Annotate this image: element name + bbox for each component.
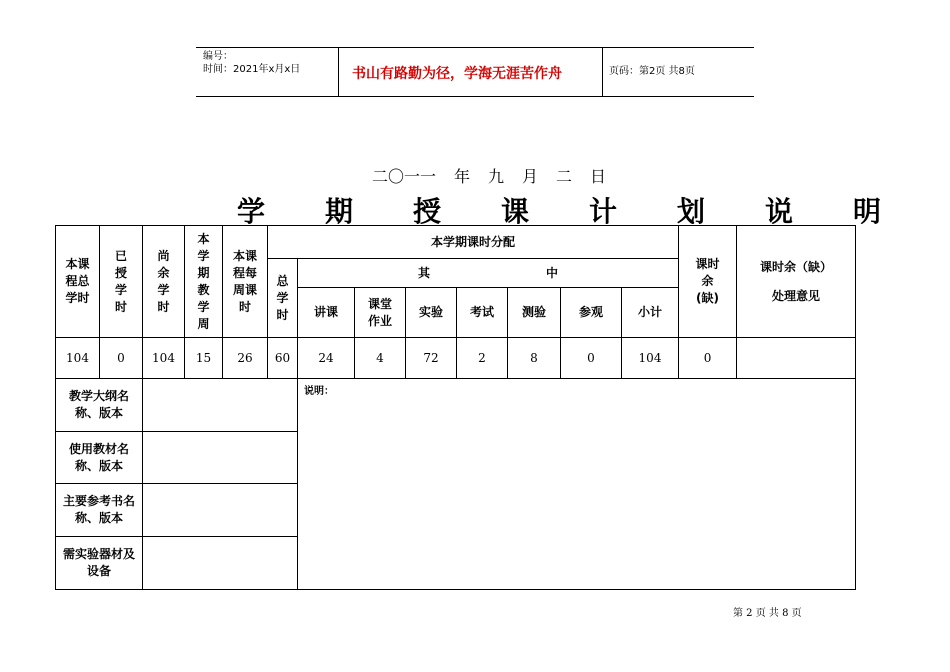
visit-value: 0 <box>561 338 622 379</box>
title-char: 授 <box>412 195 441 228</box>
exam-value: 2 <box>457 338 508 379</box>
col-weeks-header: 本学期教学周 <box>185 226 223 338</box>
classwork-value: 4 <box>355 338 406 379</box>
handling-value <box>737 338 856 379</box>
date-month: 九 <box>488 167 505 186</box>
col-handling-header <box>737 226 856 338</box>
col-weekly-hours-header: 本课程每周课时 <box>223 226 268 338</box>
col-lecture-header: 讲课 <box>298 288 355 338</box>
handling-header-line2: 处理意见 <box>772 288 821 303</box>
page-title <box>207 190 911 230</box>
document-date <box>372 164 610 187</box>
lab-value: 72 <box>406 338 457 379</box>
page-footer: 第 2 页 共 8 页 <box>733 608 802 619</box>
info-label-equipment: 需实验器材及设备 <box>56 537 143 590</box>
date-year: 二〇一一 <box>372 167 437 186</box>
col-lab-header: 实验 <box>406 288 457 338</box>
remaining-hours-value: 104 <box>143 338 185 379</box>
title-char: 划 <box>676 195 705 228</box>
title-char: 课 <box>500 195 529 228</box>
done-hours-value: 0 <box>100 338 143 379</box>
info-value-syllabus <box>143 379 298 432</box>
info-label-syllabus: 教学大纲名称、版本 <box>56 379 143 432</box>
title-char: 明 <box>852 195 881 228</box>
among-header <box>298 259 679 288</box>
date-day-unit: 日 <box>590 167 607 186</box>
course-plan-table <box>55 225 856 590</box>
distribution-header: 本学期课时分配 <box>268 226 679 259</box>
date-year-unit: 年 <box>454 167 471 186</box>
table-row <box>56 338 856 379</box>
date-month-unit: 月 <box>522 167 539 186</box>
sum-value: 60 <box>268 338 298 379</box>
among-zhong: 中 <box>546 265 559 280</box>
col-subtotal-header: 小计 <box>622 288 679 338</box>
table-row <box>56 379 856 432</box>
subtotal-value: 104 <box>622 338 679 379</box>
page-number-label: 页码：第2页 共8页 <box>609 66 695 77</box>
quiz-value: 8 <box>508 338 561 379</box>
header-bottom-rule <box>196 96 754 97</box>
col-classwork-header: 课堂作业 <box>355 288 406 338</box>
title-char: 期 <box>324 195 353 228</box>
serial-label: 编号： <box>203 51 233 62</box>
title-char: 计 <box>588 195 617 228</box>
surplus-value: 0 <box>679 338 737 379</box>
col-total-hours-header: 本课程总学时 <box>56 226 100 338</box>
date-day: 二 <box>556 167 573 186</box>
col-surplus-header: 课时余(缺) <box>679 226 737 338</box>
info-value-textbook <box>143 432 298 484</box>
among-qi: 其 <box>418 265 431 280</box>
info-value-equipment <box>143 537 298 590</box>
header-divider-1 <box>338 47 339 96</box>
col-exam-header: 考试 <box>457 288 508 338</box>
handling-header-line1: 课时余（缺） <box>760 259 833 274</box>
notes-label: 说明： <box>304 386 334 397</box>
notes-area[interactable] <box>298 379 856 590</box>
col-done-hours-header: 已授学时 <box>100 226 143 338</box>
col-quiz-header: 测验 <box>508 288 561 338</box>
header-divider-2 <box>602 47 603 96</box>
lecture-value: 24 <box>298 338 355 379</box>
info-label-textbook: 使用教材名称、版本 <box>56 432 143 484</box>
col-visit-header: 参观 <box>561 288 622 338</box>
weeks-value: 15 <box>185 338 223 379</box>
header-top-rule <box>196 47 754 48</box>
weekly-hours-value: 26 <box>223 338 268 379</box>
time-label: 时间：2021年x月x日 <box>203 64 301 75</box>
col-sum-header: 总学时 <box>268 259 298 338</box>
col-remaining-hours-header: 尚余学时 <box>143 226 185 338</box>
title-char: 学 <box>236 195 265 228</box>
title-char: 说 <box>764 195 793 228</box>
info-label-references: 主要参考书名称、版本 <box>56 484 143 537</box>
info-value-references <box>143 484 298 537</box>
header-motto: 书山有路勤为径，学海无涯苦作舟 <box>352 66 562 82</box>
total-hours-value: 104 <box>56 338 100 379</box>
